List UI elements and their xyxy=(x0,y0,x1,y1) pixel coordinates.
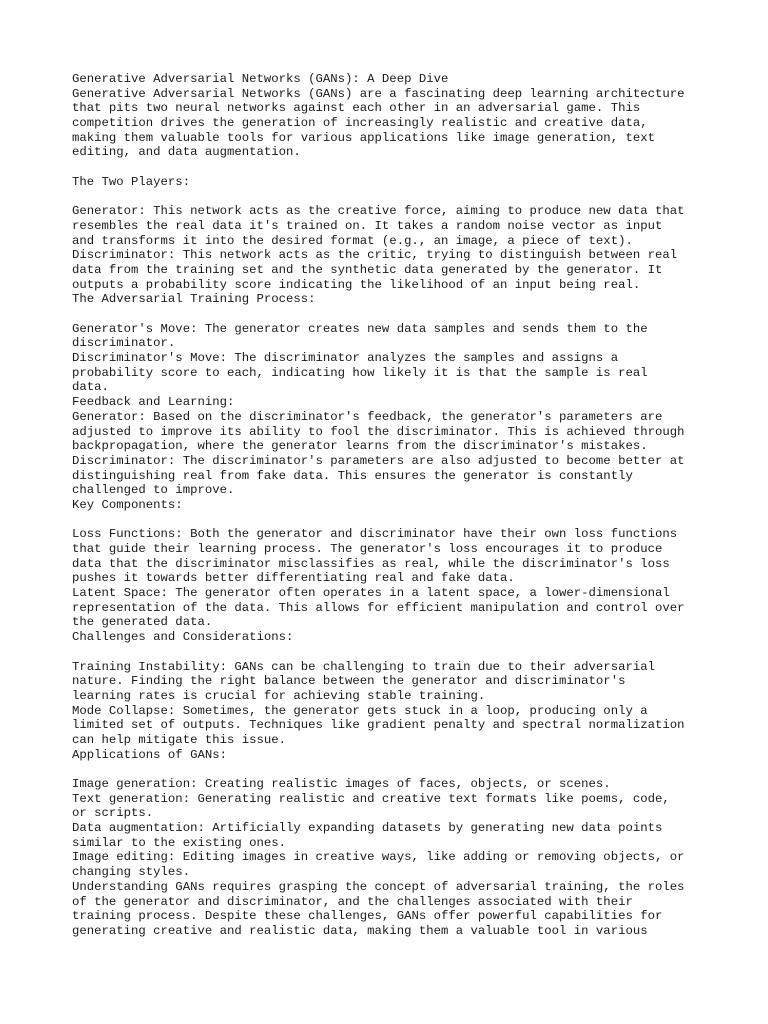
text-line: Latent Space: The generator often operates in a latent space, a lower-dimensional xyxy=(72,586,670,601)
text-line: Understanding GANs requires grasping the concept of adversarial training, the roles xyxy=(72,879,685,894)
text-line: The Adversarial Training Process: xyxy=(72,292,316,307)
text-line: Image generation: Creating realistic images of faces, objects, or scenes. xyxy=(72,777,611,791)
text-line: learning rates is crucial for achieving stable training. xyxy=(72,688,486,703)
text-line: Applications of GANs: xyxy=(72,747,227,762)
text-line: changing styles. xyxy=(72,865,191,880)
text-line: training process. Despite these challenges, GANs offer powerful capabilities for xyxy=(72,909,663,924)
text-line: Generative Adversarial Networks (GANs): A Deep Dive xyxy=(72,72,449,86)
text-line: of the generator and discriminator, and the challenges associated with their xyxy=(72,894,633,909)
text-line xyxy=(72,160,712,175)
text-line xyxy=(72,645,712,660)
text-line: distinguishing real from fake data. This ensures the generator is constantly xyxy=(72,468,633,483)
text-line: outputs a probability score indicating the likelihood of an input being real. xyxy=(72,277,641,292)
text-line: representation of the data. This allows for efficient manipulation and control over xyxy=(72,600,685,615)
text-line: resembles the real data it's trained on. It takes a random noise vector as input xyxy=(72,218,663,233)
text-line: Text generation: Generating realistic and creative text formats like poems, code, xyxy=(72,791,670,806)
text-line: Generator's Move: The generator creates new data samples and sends them to the xyxy=(72,321,648,336)
text-line: challenged to improve. xyxy=(72,483,235,498)
text-line: nature. Finding the right balance between the generator and discriminator's xyxy=(72,674,626,689)
text-line: discriminator. xyxy=(72,336,176,351)
text-line: data. xyxy=(72,380,109,395)
text-line: pushes it towards better differentiating real and fake data. xyxy=(72,571,515,586)
text-line: Generator: Based on the discriminator's feedback, the generator's parameters are xyxy=(72,409,663,424)
text-line: The Two Players: xyxy=(72,174,191,189)
text-line: data from the training set and the synthetic data generated by the generator. It xyxy=(72,262,663,277)
text-line: limited set of outputs. Techniques like gradient penalty and spectral normalization xyxy=(72,718,685,733)
text-line xyxy=(72,762,712,777)
text-line: Generative Adversarial Networks (GANs) are a fascinating deep learning architecture xyxy=(72,86,685,101)
text-line: that pits two neural networks against each other in an adversarial game. This xyxy=(72,101,641,116)
text-line: Image editing: Editing images in creative ways, like adding or removing objects, or xyxy=(72,850,685,865)
text-line xyxy=(72,513,712,528)
text-line: and transforms it into the desired format (e.g., an image, a piece of text). xyxy=(72,233,633,248)
text-line: competition drives the generation of increasingly realistic and creative data, xyxy=(72,116,648,131)
text-line: data that the discriminator misclassifies as real, while the discriminator's loss xyxy=(72,556,670,571)
text-line: Data augmentation: Artificially expanding datasets by generating new data points xyxy=(72,821,663,836)
text-line: Mode Collapse: Sometimes, the generator gets stuck in a loop, producing only a xyxy=(72,703,648,718)
text-line: similar to the existing ones. xyxy=(72,835,287,850)
text-line: Discriminator's Move: The discriminator analyzes the samples and assigns a xyxy=(72,351,619,366)
text-line xyxy=(72,190,712,205)
text-line: adjusted to improve its ability to fool the discriminator. This is achieved through xyxy=(72,424,685,439)
text-line: that guide their learning process. The generator's loss encourages it to produce xyxy=(72,542,663,556)
text-line: Discriminator: The discriminator's parameters are also adjusted to become better at xyxy=(72,453,685,468)
text-line: Challenges and Considerations: xyxy=(72,630,294,645)
text-line: generating creative and realistic data, making them a valuable tool in various xyxy=(72,923,648,938)
text-line: Key Components: xyxy=(72,497,183,512)
text-line: backpropagation, where the generator learns from the discriminator's mistakes. xyxy=(72,439,648,454)
text-line: Discriminator: This network acts as the critic, trying to distinguish between real xyxy=(72,248,678,263)
text-line: can help mitigate this issue. xyxy=(72,732,287,747)
text-line: probability score to each, indicating how likely it is that the sample is real xyxy=(72,365,648,380)
text-line: Loss Functions: Both the generator and discriminator have their own loss functions xyxy=(72,527,678,542)
document-page xyxy=(72,72,712,939)
text-line: making them valuable tools for various applications like image generation, text xyxy=(72,130,655,145)
text-line xyxy=(72,307,712,322)
text-line: editing, and data augmentation. xyxy=(72,145,301,160)
text-line: or scripts. xyxy=(72,806,154,821)
text-line: the generated data. xyxy=(72,615,213,630)
text-line: Generator: This network acts as the creative force, aiming to produce new data that xyxy=(72,204,685,219)
text-line: Training Instability: GANs can be challenging to train due to their adversarial xyxy=(72,659,655,674)
text-line: Feedback and Learning: xyxy=(72,395,235,410)
